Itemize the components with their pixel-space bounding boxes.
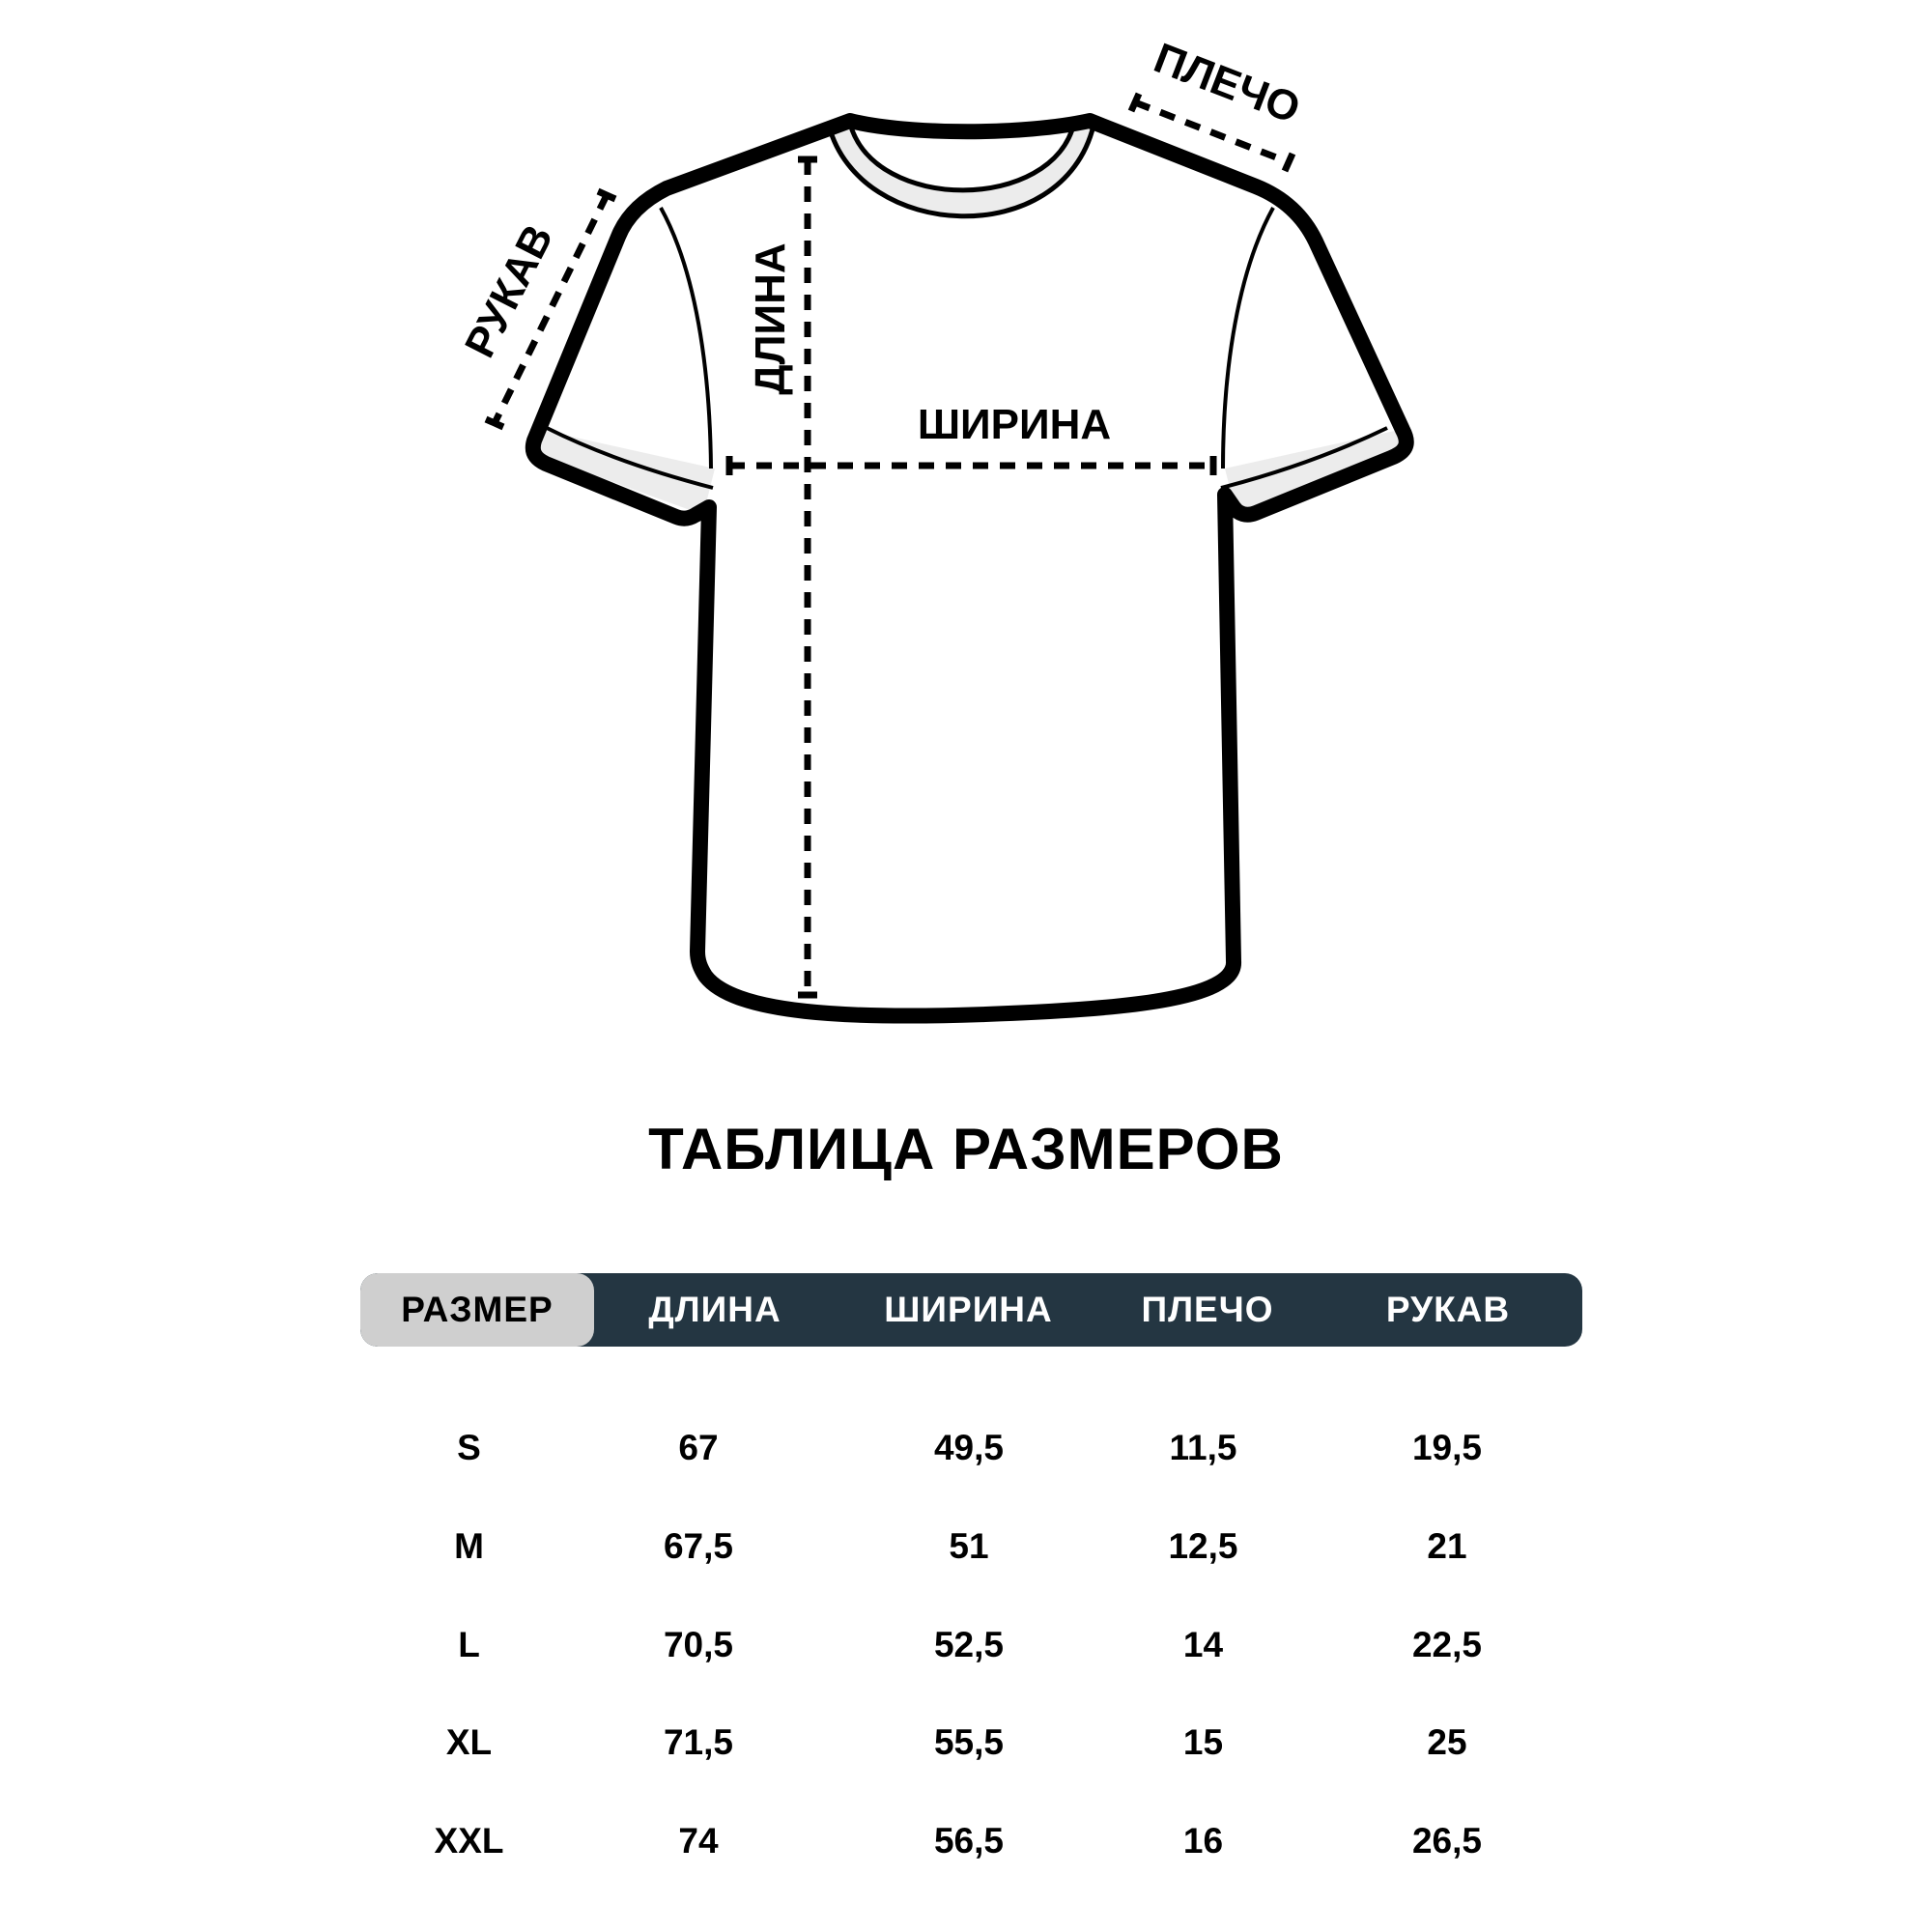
length-cell: 70,5 — [663, 1625, 733, 1664]
size-table-title: ТАБЛИЦА РАЗМЕРОВ — [648, 1117, 1284, 1181]
width-cell: 52,5 — [933, 1625, 1004, 1664]
shoulder-cell: 15 — [1182, 1722, 1224, 1762]
shoulder-cell: 12,5 — [1168, 1526, 1238, 1566]
size-cell: XL — [445, 1722, 493, 1762]
tshirt-outline — [533, 121, 1406, 1016]
width-label: ШИРИНА — [917, 401, 1112, 448]
width-cell: 56,5 — [933, 1821, 1004, 1861]
length-cell: 67,5 — [663, 1526, 733, 1566]
table-row — [360, 1714, 1582, 1772]
right-cuff — [1225, 430, 1404, 515]
table-row — [360, 1616, 1582, 1674]
size-cell: XXL — [434, 1821, 504, 1861]
shoulder-cell: 11,5 — [1169, 1428, 1237, 1467]
length-cell: 71,5 — [663, 1722, 733, 1762]
sleeve-cell: 22,5 — [1411, 1625, 1482, 1664]
right-armhole-seam — [1223, 208, 1273, 469]
header-size: РАЗМЕР — [360, 1273, 594, 1347]
shoulder-label: ПЛЕЧО — [1148, 34, 1307, 133]
shoulder-cell: 16 — [1182, 1821, 1224, 1861]
shoulder-cell: 14 — [1182, 1625, 1224, 1664]
sleeve-cell: 21 — [1427, 1526, 1467, 1566]
size-cell: M — [454, 1526, 484, 1566]
size-table-header — [360, 1273, 1582, 1347]
length-cell: 67 — [678, 1428, 719, 1467]
table-row — [360, 1812, 1582, 1870]
sleeve-cell: 25 — [1427, 1722, 1467, 1762]
left-armhole-seam — [661, 208, 711, 469]
sleeve-cell: 19,5 — [1411, 1428, 1482, 1467]
width-cell: 51 — [949, 1526, 989, 1566]
size-cell: L — [458, 1625, 480, 1664]
table-row — [360, 1518, 1582, 1576]
header-length: ДЛИНА — [648, 1290, 781, 1329]
length-label: ДЛИНА — [747, 242, 794, 395]
table-row — [360, 1419, 1582, 1477]
sleeve-cell: 26,5 — [1411, 1821, 1482, 1861]
size-cell: S — [457, 1428, 481, 1467]
width-cell: 55,5 — [933, 1722, 1004, 1762]
header-width: ШИРИНА — [884, 1290, 1053, 1329]
length-cell: 74 — [678, 1821, 719, 1861]
header-shoulder: ПЛЕЧО — [1141, 1290, 1274, 1329]
sleeve-label: РУКАВ — [455, 217, 563, 365]
width-cell: 49,5 — [933, 1428, 1004, 1467]
header-sleeve: РУКАВ — [1385, 1290, 1511, 1329]
